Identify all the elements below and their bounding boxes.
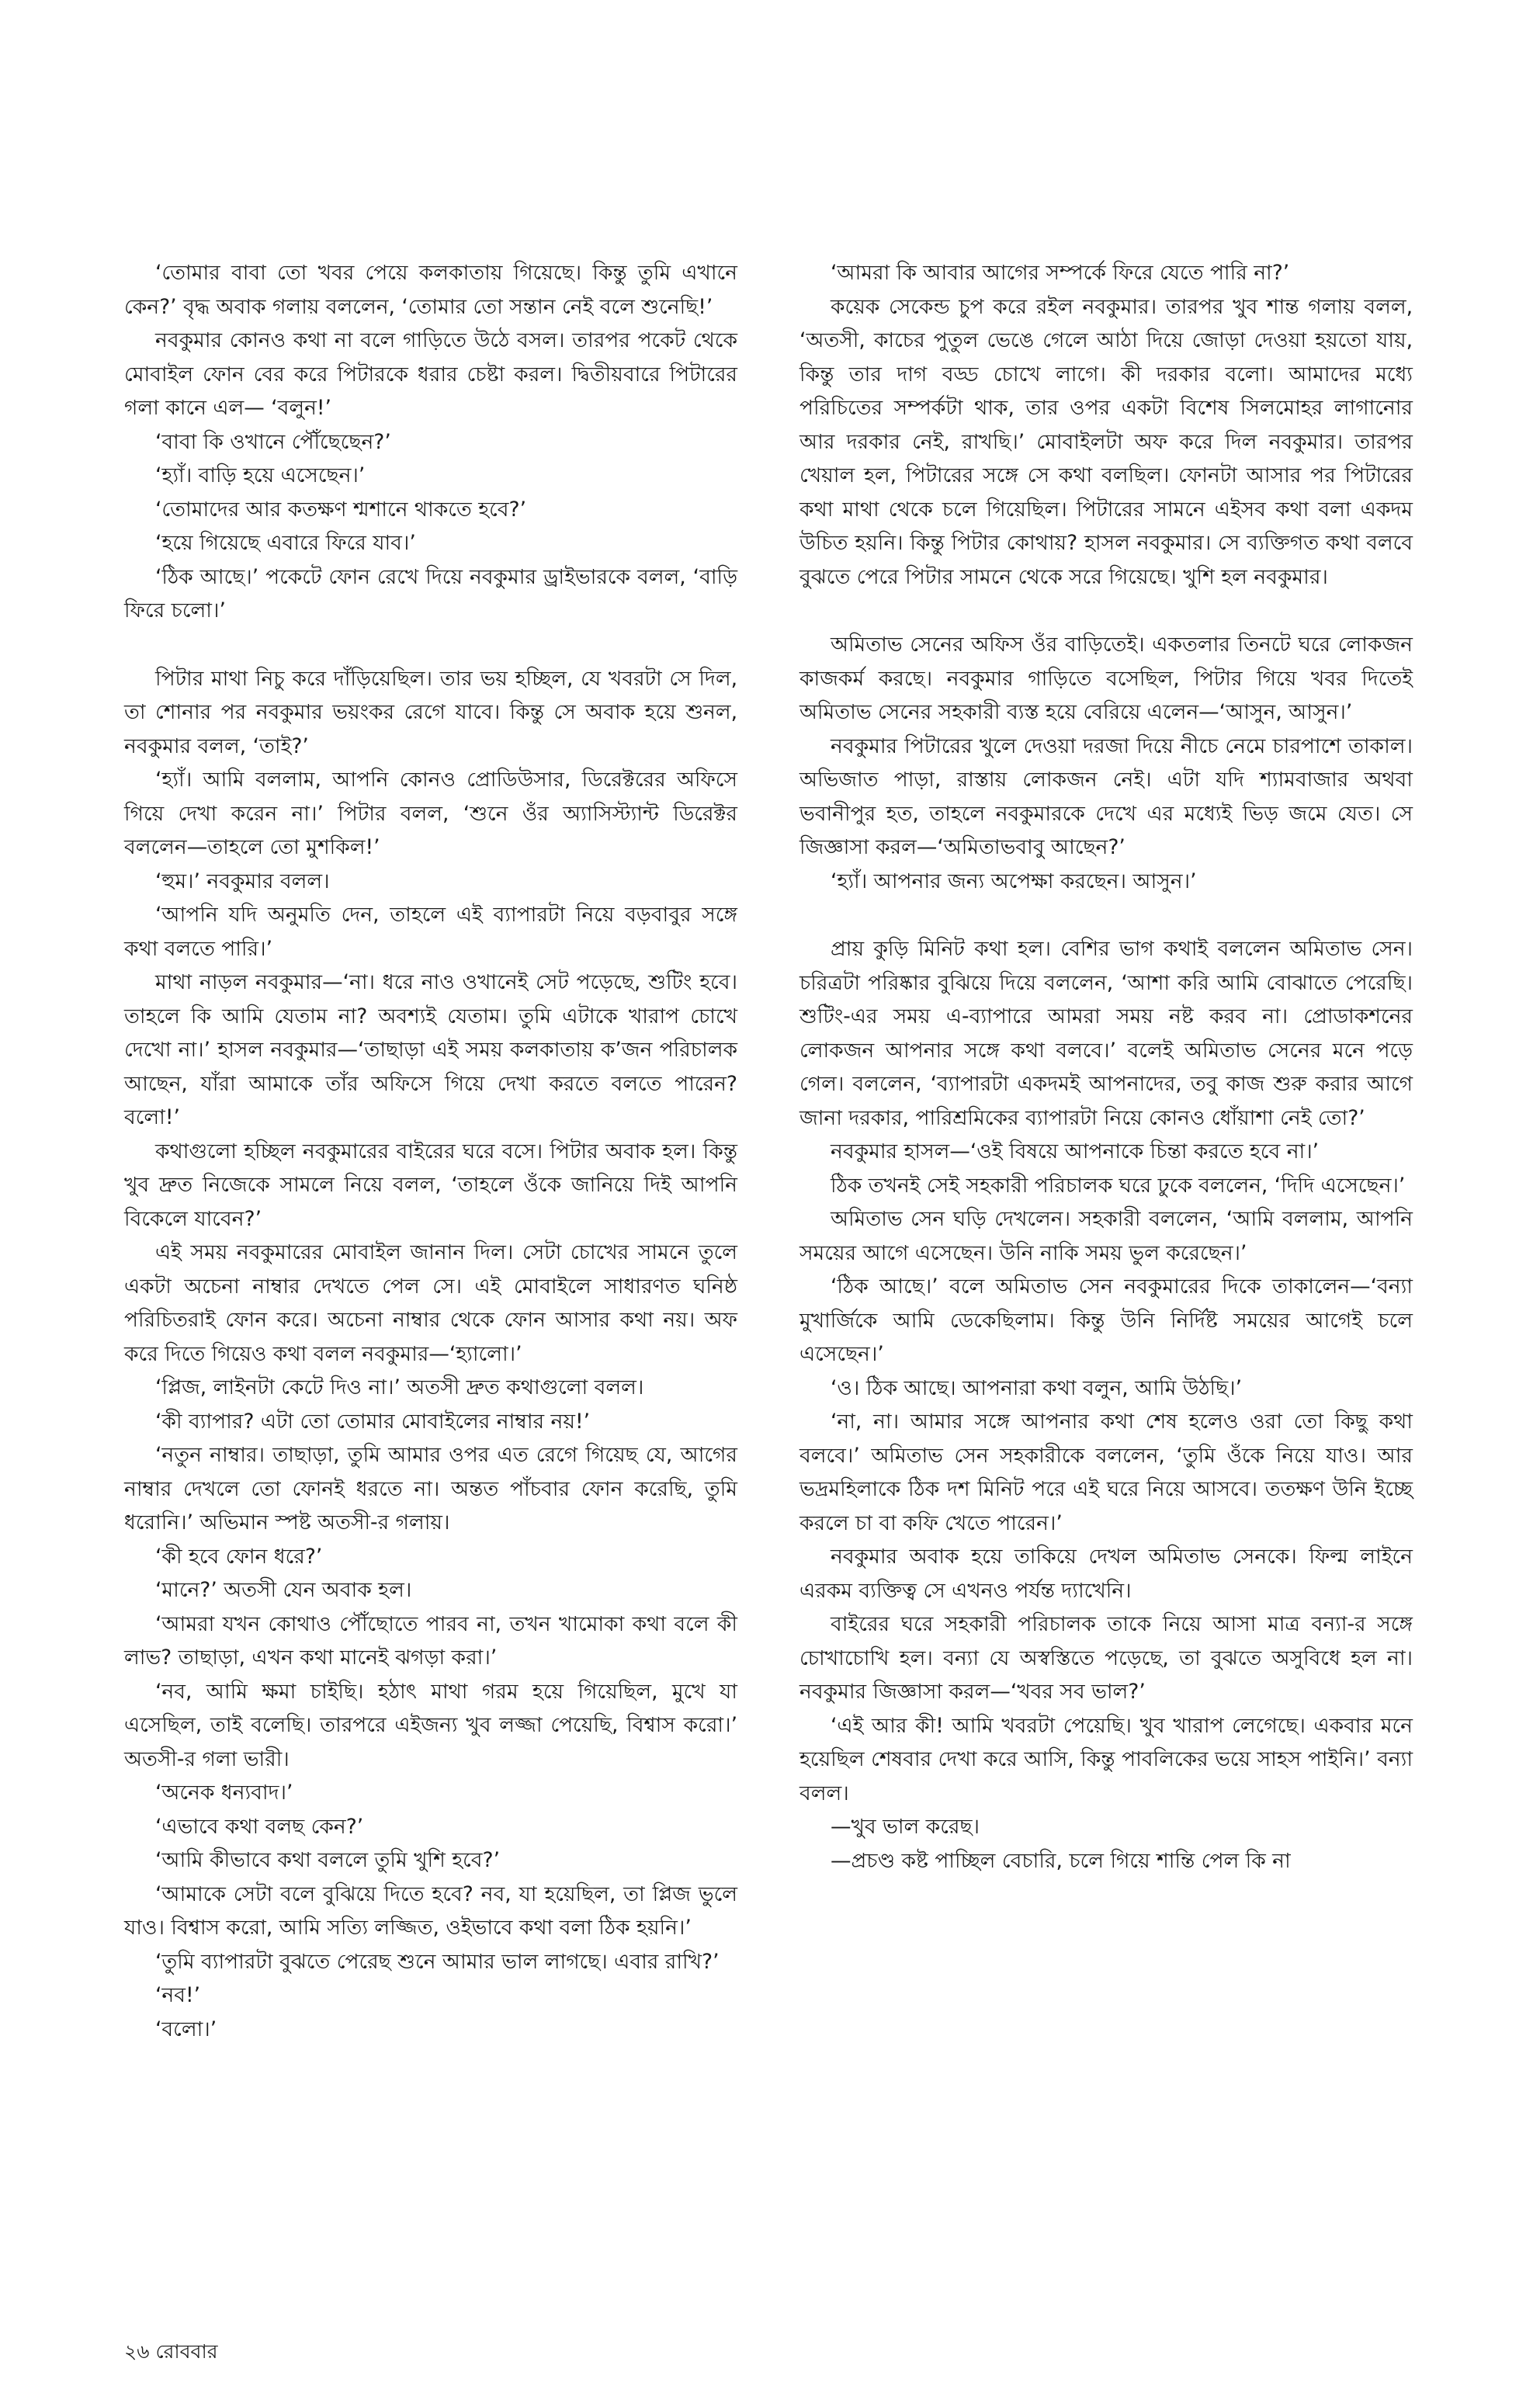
paragraph: ‘মানে?’ অতসী যেন অবাক হল। — [155, 1578, 412, 1602]
paragraph: —খুব ভাল করেছ। — [831, 1815, 980, 1839]
paragraph: ‘নব!’ — [155, 1983, 201, 2007]
paragraph: ‘কী হবে ফোন ধরে?’ — [155, 1544, 323, 1569]
paragraph: ‘ও। ঠিক আছে। আপনারা কথা বলুন, আমি উঠছি।’ — [831, 1375, 1243, 1400]
paragraph: ‘আমরা কি আবার আগের সম্পর্কে ফিরে যেতে পারি না?’ — [831, 261, 1290, 285]
paragraph: ‘বলো।’ — [155, 2017, 217, 2041]
paragraph: ‘ঠিক আছে।’ পকেটে ফোন রেখে দিয়ে নবকুমার ড্রাইভারকে বলল, ‘বাড়ি ফিরে চলো।’ — [124, 564, 737, 623]
paragraph: ‘হয়ে গিয়েছে এবারে ফিরে যাব।’ — [155, 531, 416, 555]
paragraph: ‘এভাবে কথা বলছ কেন?’ — [155, 1814, 364, 1839]
paragraph: এই সময় নবকুমারের মোবাইল জানান দিল। সেটা চোখের সামনে তুলে একটা অচেনা নাম্বার দেখতে পেল সে। এই মোবাইলে সাধারণত ঘনিষ্ঠ পরিচিতরাই ফোন করে। অচেনা নাম্বার থেকে ফোন আসার কথা নয়। অফ করে দিতে গিয়েও কথা বলল নবকুমার—‘হ্যালো।’ — [124, 1240, 737, 1366]
paragraph: মাথা নাড়ল নবকুমার—‘না। ধরে নাও ওখানেই সেট পড়েছে, শুটিং হবে। তাহলে কি আমি যেতাম না? অবশ্যই যেতাম। তুমি এটাকে খারাপ চোখে দেখো না।’ হাসল নবকুমার—‘তাছাড়া এই সময় কলকাতায় ক’জন পরিচালক আছেন, যাঁরা আমাকে তাঁর অফিসে গিয়ে দেখা করতে বলতে পারেন? বলো!’ — [124, 970, 737, 1129]
paragraph: ঠিক তখনই সেই সহকারী পরিচালক ঘরে ঢুকে বললেন, ‘দিদি এসেছেন।’ — [831, 1173, 1406, 1198]
paragraph: ‘হ্যাঁ। আমি বললাম, আপনি কোনও প্রোডিউসার, ডিরেক্টরের অফিসে গিয়ে দেখা করেন না।’ পিটার বলল, ‘শুনে ওঁর অ্যাসিস্ট্যান্ট ডিরেক্টর বললেন—তাহলে তো মুশকিল!’ — [124, 768, 737, 859]
paragraph: ‘হুম।’ নবকুমার বলল। — [155, 869, 330, 893]
right-text-column — [799, 256, 1413, 1878]
section-break — [124, 628, 737, 662]
paragraph: ‘আমি কীভাবে কথা বললে তুমি খুশি হবে?’ — [155, 1848, 501, 1872]
section-break — [799, 898, 1413, 932]
paragraph: ‘তুমি ব্যাপারটা বুঝতে পেরেছ শুনে আমার ভাল লাগছে। এবার রাখি?’ — [155, 1949, 720, 1974]
paragraph: ‘হ্যাঁ। বাড়ি হয়ে এসেছেন।’ — [155, 463, 366, 487]
magazine-name: রোববার — [155, 2340, 218, 2363]
paragraph: ‘আমাকে সেটা বলে বুঝিয়ে দিতে হবে? নব, যা হয়েছিল, তা প্লিজ ভুলে যাও। বিশ্বাস করো, আমি সত্যি লজ্জিত, ওইভাবে কথা বলা ঠিক হয়নি।’ — [124, 1881, 737, 1940]
paragraph: বাইরের ঘরে সহকারী পরিচালক তাকে নিয়ে আসা মাত্র বন্যা-র সঙ্গে চোখাচোখি হল। বন্যা যে অস্বস্তিতে পড়েছে, তা বুঝতে অসুবিধে হল না। নবকুমার জিজ্ঞাসা করল—‘খবর সব ভাল?’ — [799, 1612, 1413, 1704]
paragraph: অমিতাভ সেনের অফিস ওঁর বাড়িতেই। একতলার তিনটে ঘরে লোকজন কাজকর্ম করছে। নবকুমার গাড়িতে বসেছিল, পিটার গিয়ে খবর দিতেই অমিতাভ সেনের সহকারী ব্যস্ত হয়ে বেরিয়ে এলেন—‘আসুন, আসুন।’ — [799, 633, 1413, 724]
paragraph: ‘নব, আমি ক্ষমা চাইছি। হঠাৎ মাথা গরম হয়ে গিয়েছিল, মুখে যা এসেছিল, তাই বলেছি। তারপরে এইজন্য খুব লজ্জা পেয়েছি, বিশ্বাস করো।’ অতসী-র গলা ভারী। — [124, 1679, 737, 1771]
paragraph: নবকুমার কোনও কথা না বলে গাড়িতে উঠে বসল। তারপর পকেট থেকে মোবাইল ফোন বের করে পিটারকে ধরার চেষ্টা করল। দ্বিতীয়বারে পিটারের গলা কানে এল— ‘বলুন!’ — [124, 328, 737, 420]
paragraph: কয়েক সেকেন্ড চুপ করে রইল নবকুমার। তারপর খুব শান্ত গলায় বলল, ‘অতসী, কাচের পুতুল ভেঙে গেলে আঠা দিয়ে জোড়া দেওয়া হয়তো যায়, কিন্তু তার দাগ বড্ড চোখে লাগে। কী দরকার বলো। আমাদের মধ্যে পরিচিতের সম্পর্কটা থাক, তার ওপর একটা বিশেষ সিলমোহর লাগানোর আর দরকার নেই, রাখছি।’ মোবাইলটা অফ করে দিল নবকুমার। তারপর খেয়াল হল, পিটারের সঙ্গে সে কথা বলছিল। ফোনটা আসার পর পিটারের কথা মাথা থেকে চলে গিয়েছিল। পিটারের সামনে এইসব কথা বলা একদম উচিত হয়নি। কিন্তু পিটার কোথায়? হাসল নবকুমার। সে ব্যক্তিগত কথা বলবে বুঝতে পেরে পিটার সামনে থেকে সরে গিয়েছে। খুশি হল নবকুমার। — [799, 294, 1413, 589]
page-footer — [124, 2336, 217, 2370]
paragraph: ‘ঠিক আছে।’ বলে অমিতাভ সেন নবকুমারের দিকে তাকালেন—‘বন্যা মুখার্জিকে আমি ডেকেছিলাম। কিন্তু উনি নির্দিষ্ট সময়ের আগেই চলে এসেছেন।’ — [799, 1275, 1413, 1366]
paragraph: অমিতাভ সেন ঘড়ি দেখলেন। সহকারী বললেন, ‘আমি বললাম, আপনি সময়ের আগে এসেছেন। উনি নাকি সময় ভুল করেছেন।’ — [799, 1207, 1413, 1265]
paragraph: ‘তোমাদের আর কতক্ষণ শ্মশানে থাকতে হবে?’ — [155, 497, 527, 522]
paragraph: —প্রচণ্ড কষ্ট পাচ্ছিল বেচারি, চলে গিয়ে শান্তি পেল কি না — [831, 1848, 1291, 1873]
page-number: ২৬ — [124, 2340, 150, 2363]
left-text-column — [124, 256, 737, 2046]
paragraph: ‘আপনি যদি অনুমতি দেন, তাহলে এই ব্যাপারটা নিয়ে বড়বাবুর সঙ্গে কথা বলতে পারি।’ — [124, 903, 737, 961]
paragraph: প্রায় কুড়ি মিনিট কথা হল। বেশির ভাগ কথাই বললেন অমিতাভ সেন। চরিত্রটা পরিষ্কার বুঝিয়ে দিয়ে বললেন, ‘আশা করি আমি বোঝাতে পেরেছি। শুটিং-এর সময় এ-ব্যাপারে আমরা সময় নষ্ট করব না। প্রোডাকশনের লোকজন আপনার সঙ্গে কথা বলবে।’ বলেই অমিতাভ সেনের মনে পড়ে গেল। বললেন, ‘ব্যাপারটা একদমই আপনাদের, তবু কাজ শুরু করার আগে জানা দরকার, পারিশ্রমিকের ব্যাপারটা নিয়ে কোনও ধোঁয়াশা নেই তো?’ — [799, 937, 1413, 1130]
paragraph: ‘অনেক ধন্যবাদ।’ — [155, 1781, 293, 1805]
paragraph: নবকুমার পিটারের খুলে দেওয়া দরজা দিয়ে নীচে নেমে চারপাশে তাকাল। অভিজাত পাড়া, রাস্তায় লোকজন নেই। এটা যদি শ্যামবাজার অথবা ভবানীপুর হত, তাহলে নবকুমারকে দেখে এর মধ্যেই ভিড় জমে যেত। সে জিজ্ঞাসা করল—‘অমিতাভবাবু আছেন?’ — [799, 734, 1413, 859]
paragraph: নবকুমার অবাক হয়ে তাকিয়ে দেখল অমিতাভ সেনকে। ফিল্ম লাইনে এরকম ব্যক্তিত্ব সে এখনও পর্যন্ত দ্যাখেনি। — [799, 1545, 1413, 1603]
paragraph: ‘হ্যাঁ। আপনার জন্য অপেক্ষা করছেন। আসুন।’ — [831, 869, 1197, 893]
section-break — [799, 594, 1413, 628]
paragraph: ‘আমরা যখন কোথাও পৌঁছোতে পারব না, তখন খামোকা কথা বলে কী লাভ? তাছাড়া, এখন কথা মানেই ঝগড়া করা।’ — [124, 1611, 737, 1670]
paragraph: ‘বাবা কি ওখানে পৌঁছেছেন?’ — [155, 429, 391, 454]
paragraph: কথাগুলো হচ্ছিল নবকুমারের বাইরের ঘরে বসে। পিটার অবাক হল। কিন্তু খুব দ্রুত নিজেকে সামলে নিয়ে বলল, ‘তাহলে ওঁকে জানিয়ে দিই আপনি বিকেলে যাবেন?’ — [124, 1139, 737, 1231]
paragraph: ‘তোমার বাবা তো খবর পেয়ে কলকাতায় গিয়েছে। কিন্তু তুমি এখানে কেন?’ বৃদ্ধ অবাক গলায় বললেন, ‘তোমার তো সন্তান নেই বলে শুনেছি!’ — [124, 261, 737, 319]
paragraph: নবকুমার হাসল—‘ওই বিষয়ে আপনাকে চিন্তা করতে হবে না।’ — [831, 1139, 1320, 1164]
paragraph: ‘নতুন নাম্বার। তাছাড়া, তুমি আমার ওপর এত রেগে গিয়েছ যে, আগের নাম্বার দেখলে তো ফোনই ধরতে না। অন্তত পাঁচবার ফোন করেছি, তুমি ধরোনি।’ অভিমান স্পষ্ট অতসী-র গলায়। — [124, 1443, 737, 1535]
paragraph: ‘কী ব্যাপার? এটা তো তোমার মোবাইলের নাম্বার নয়!’ — [155, 1409, 591, 1434]
paragraph: ‘প্লিজ, লাইনটা কেটে দিও না।’ অতসী দ্রুত কথাগুলো বলল। — [155, 1375, 644, 1399]
paragraph: ‘এই আর কী! আমি খবরটা পেয়েছি। খুব খারাপ লেগেছে। একবার মনে হয়েছিল শেষবার দেখা করে আসি, কিন্তু পাবলিকের ভয়ে সাহস পাইনি।’ বন্যা বলল। — [799, 1713, 1413, 1805]
paragraph: পিটার মাথা নিচু করে দাঁড়িয়েছিল। তার ভয় হচ্ছিল, যে খবরটা সে দিল, তা শোনার পর নবকুমার ভয়ংকর রেগে যাবে। কিন্তু সে অবাক হয়ে শুনল, নবকুমার বলল, ‘তাই?’ — [124, 666, 737, 758]
paragraph: ‘না, না। আমার সঙ্গে আপনার কথা শেষ হলেও ওরা তো কিছু কথা বলবে।’ অমিতাভ সেন সহকারীকে বললেন, ‘তুমি ওঁকে নিয়ে যাও। আর ভদ্রমহিলাকে ঠিক দশ মিনিট পরে এই ঘরে নিয়ে আসবে। ততক্ষণ উনি ইচ্ছে করলে চা বা কফি খেতে পারেন।’ — [799, 1410, 1413, 1535]
